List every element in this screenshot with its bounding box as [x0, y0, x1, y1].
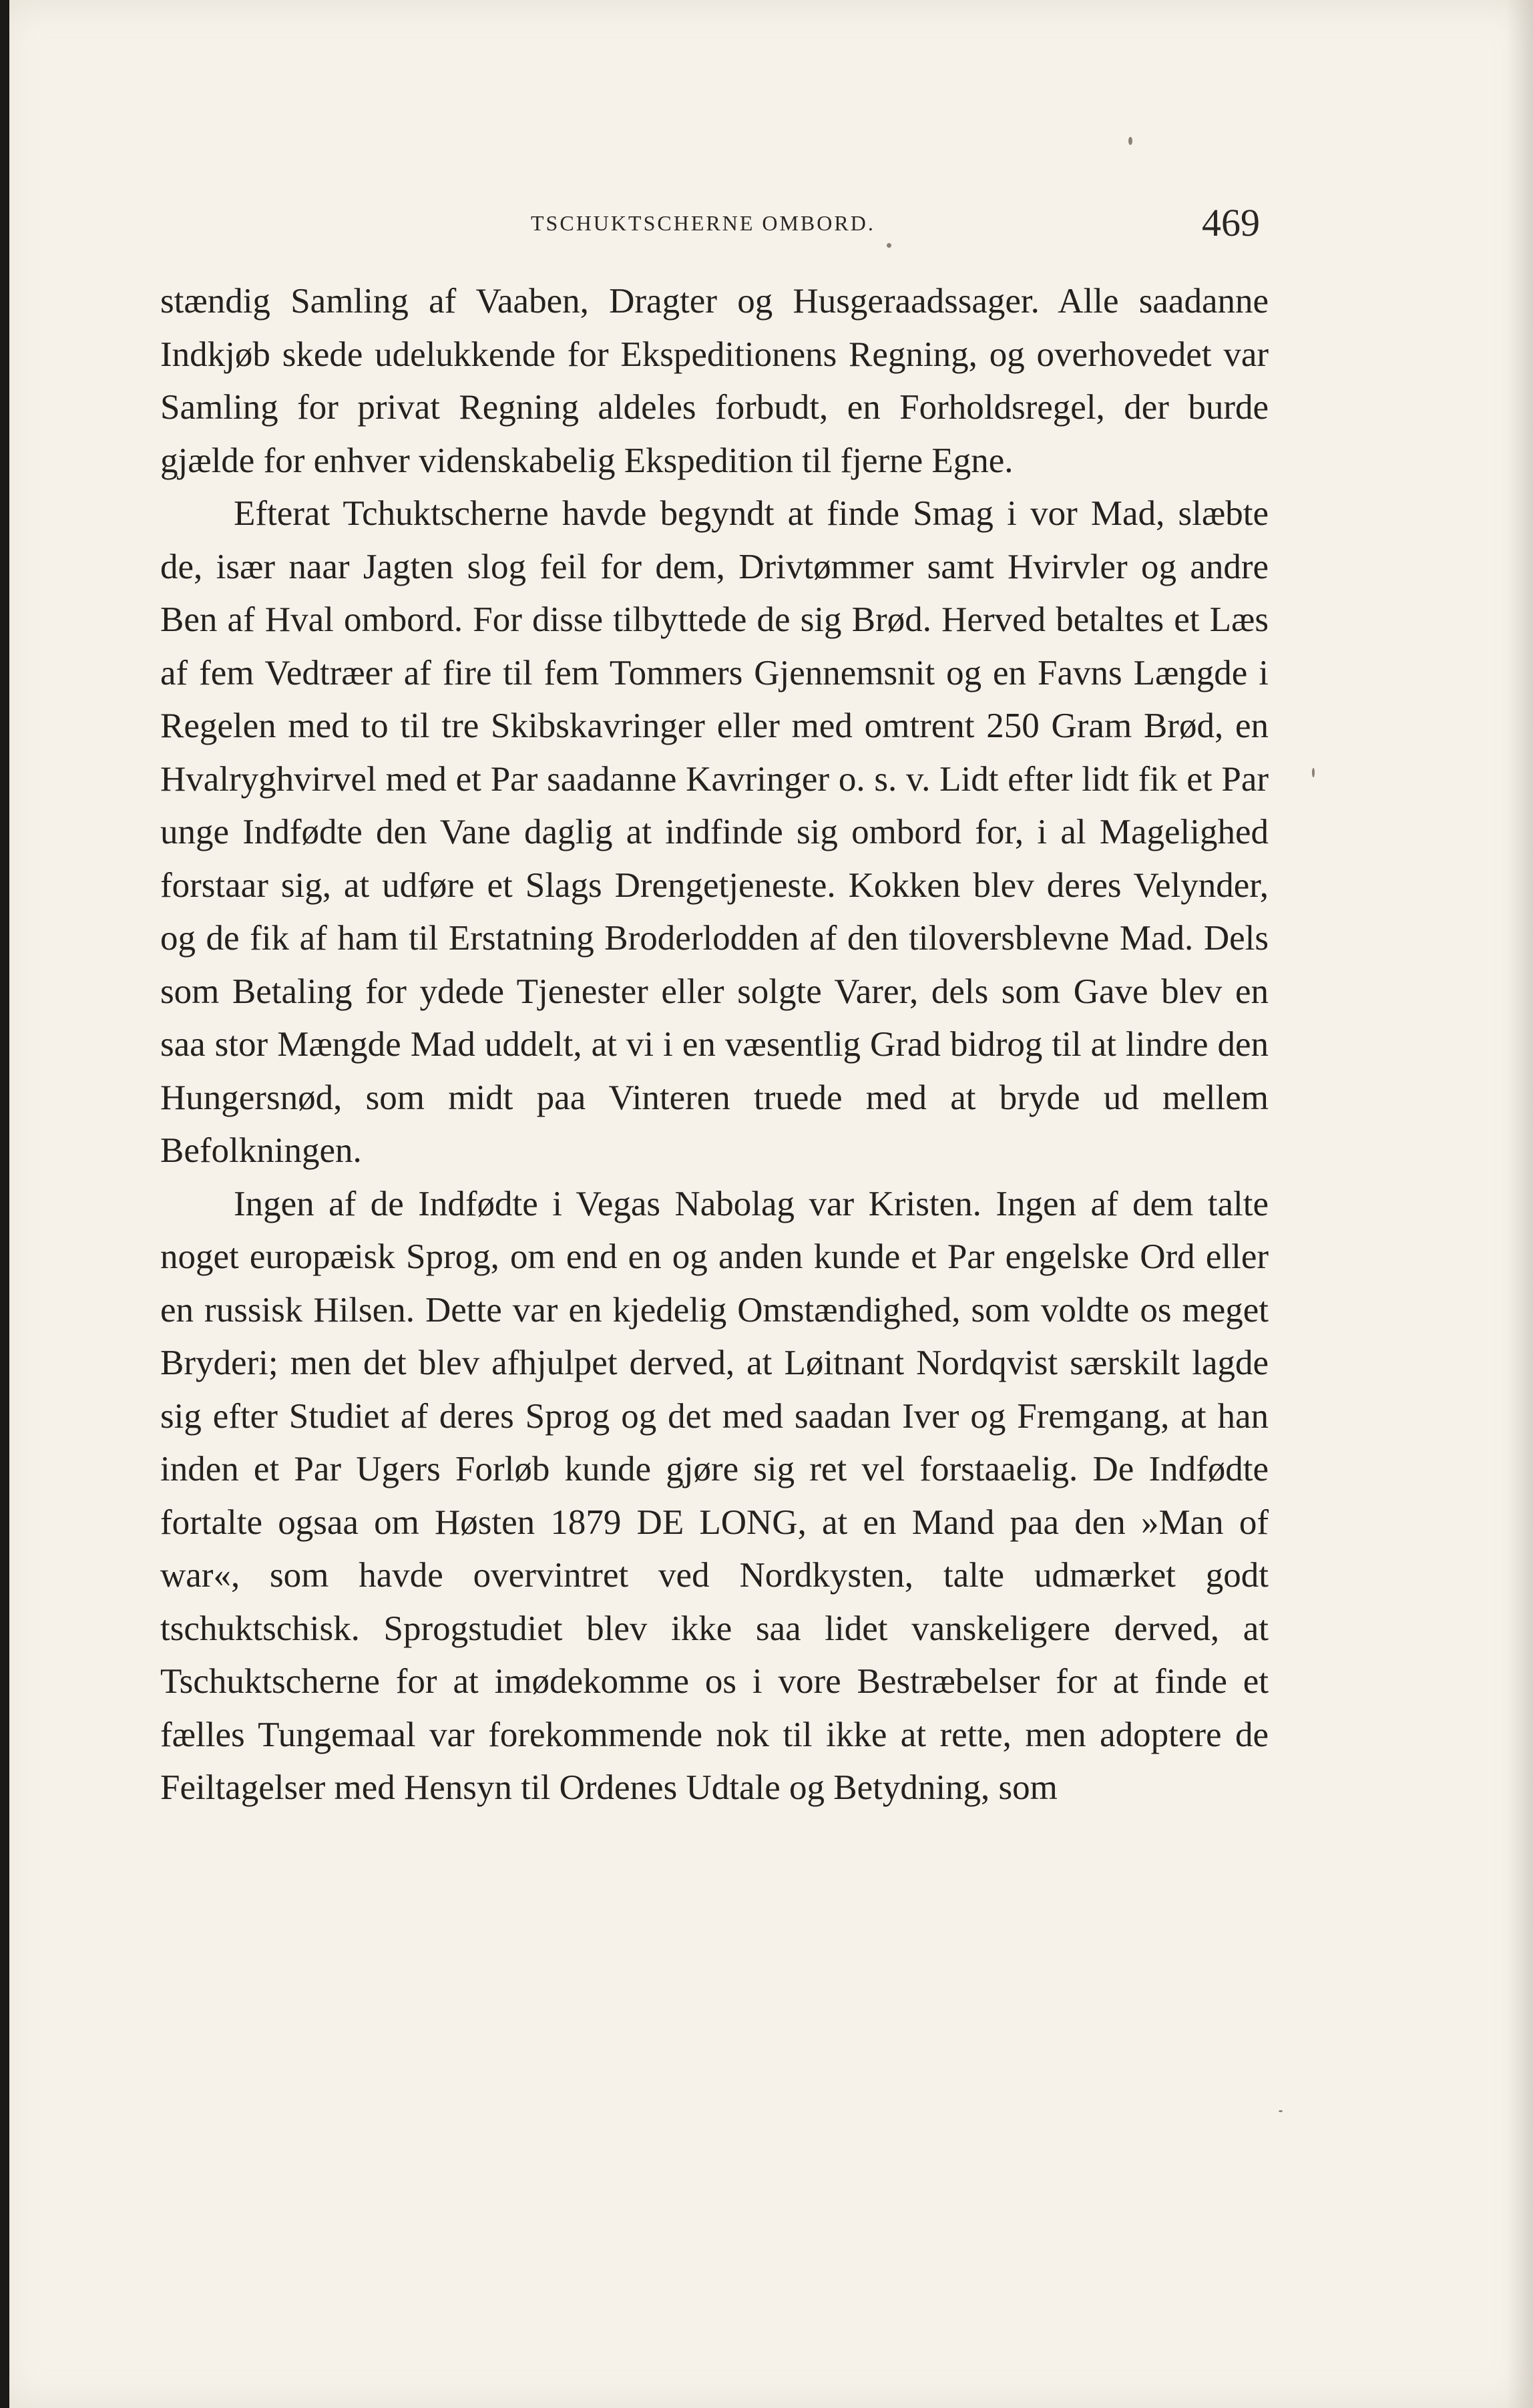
paper-speck [1279, 2110, 1283, 2112]
paragraph-1: stændig Samling af Vaaben, Dragter og Husgeraadssager. Alle saadanne Indkjøb skede udelukkende for Ekspeditionens Regning, og overhovedet var Samling for privat Regning aldeles forbudt, en Forholdsregel, der burde gjælde for enhver videnskabelig Ekspedition til fjerne Egne. [160, 282, 1269, 480]
running-title: TSCHUKTSCHERNE OMBORD. [531, 211, 875, 235]
page-edge-shadow [1506, 0, 1533, 2408]
paper-speck [1312, 768, 1315, 777]
scan-border [0, 0, 9, 2408]
paragraph-2: Efterat Tchuktscherne havde begyndt at finde Smag i vor Mad, slæbte de, især naar Jagten slog feil for dem, Drivtømmer samt Hvirvler og andre Ben af Hval ombord. For disse tilbyttede de sig Brød. Herved betaltes et Læs af fem Vedtræer af fire til fem Tommers Gjennemsnit og en Favns Længde i Regelen med to til tre Skibskavringer eller med omtrent 250 Gram Brød, en Hvalryghvirvel med et Par saadanne Kavringer o. s. v. Lidt efter lidt fik et Par unge Indfødte den Vane daglig at indfinde sig ombord for, i al Magelighed forstaar sig, at udføre et Slags Drengetjeneste. Kokken blev deres Velynder, og de fik af ham til Erstatning Broderlodden af den tiloversblevne Mad. Dels som Betaling for ydede Tjenester eller solgte Varer, dels som Gave blev en saa stor Mængde Mad uddelt, at vi i en væsentlig Grad bidrog til at lindre den Hungersnød, som midt paa Vinteren truede med at bryde ud mellem Befolkningen. [160, 494, 1269, 1170]
paragraph-3: Ingen af de Indfødte i Vegas Nabolag var Kristen. Ingen af dem talte noget europæisk Sprog, om end en og anden kunde et Par engelske Ord eller en russisk Hilsen. Dette var en kjedelig Omstændighed, som voldte os meget Bryderi; men det blev afhjulpet derved, at Løitnant Nordqvist særskilt lagde sig efter Studiet af deres Sprog og det med saadan Iver og Fremgang, at han inden et Par Ugers Forløb kunde gjøre sig ret vel forstaaelig. De Indfødte fortalte ogsaa om Høsten 1879 DE LONG, at en Mand paa den »Man of war«, som havde overvintret ved Nordkysten, talte udmærket godt tschuktschisk. Sprogstudiet blev ikke saa lidet vanskeligere derved, at Tschuktscherne for at imødekomme os i vore Bestræbelser for at finde et fælles Tungemaal var forekommende nok til ikke at rette, men adoptere de Feiltagelser med Hensyn til Ordenes Udtale og Betydning, som [160, 1184, 1269, 1807]
body-text [160, 275, 1269, 1815]
page-number: 469 [1202, 201, 1260, 244]
paper-speck [1128, 137, 1132, 145]
paper-speck [887, 243, 891, 248]
